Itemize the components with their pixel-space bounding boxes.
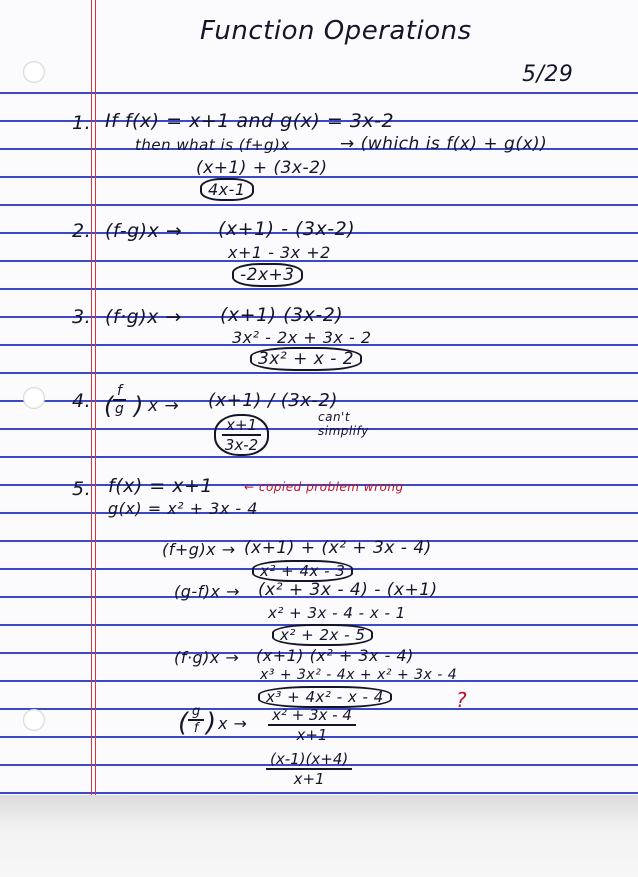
problem-5-quot-setup-numerator: g [188,704,204,721]
problem-5-number: 5. [72,478,92,500]
page-date: 5/29 [522,62,574,87]
problem-3-answer: 3x² + x - 2 [250,347,362,371]
problem-5-quot-numerator-2: (x-1)(x+4) [266,750,352,770]
problem-1-work: (x+1) + (3x-2) [196,158,328,178]
problem-3-step-2: 3x² - 2x + 3x - 2 [232,328,372,347]
problem-5-quot-setup-tail: x → [218,714,248,733]
page-title: Function Operations [200,16,472,46]
problem-5-f-definition: f(x) = x+1 [108,475,214,497]
problem-3-setup: (f·g)x → [105,306,182,328]
problem-2-step-2: x+1 - 3x +2 [228,243,331,262]
punch-hole-bottom [23,709,45,731]
problem-5-quot-denominator-2: x+1 [293,770,325,788]
punch-hole-middle [23,387,45,409]
problem-3-number: 3. [72,306,92,328]
margin-line-left [91,0,92,795]
problem-4-setup-tail: x → [148,396,180,416]
problem-4-answer-denominator: 3x-2 [224,436,259,454]
problem-5-prod-step-1: (x+1) (x² + 3x - 4) [256,646,414,665]
problem-1-answer: 4x-1 [200,178,254,201]
punch-hole-top [23,61,45,83]
problem-5-diff-setup: (g-f)x → [174,582,241,601]
problem-5-quot-fraction-1 [268,706,356,744]
problem-5-prod-setup: (f·g)x → [174,648,240,667]
problem-5-sum-step: (x+1) + (x² + 3x - 4) [244,538,432,558]
problem-5-diff-step-1: (x² + 3x - 4) - (x+1) [258,580,438,600]
problem-2-setup: (f-g)x → [105,220,183,242]
problem-1-note: → (which is f(x) + g(x)) [340,134,548,154]
problem-4-answer-numerator: x+1 [222,416,261,436]
problem-5-g-definition: g(x) = x² + 3x - 4 [108,499,258,518]
problem-5-quot-setup-denominator: f [193,721,199,736]
problem-4-close-paren: ) [134,392,144,420]
problem-5-diff-step-2: x² + 3x - 4 - x - 1 [268,604,406,622]
problem-5-prod-answer: x³ + 4x² - x - 4 [258,686,392,708]
problem-2-answer: -2x+3 [232,263,303,287]
problem-2-number: 2. [72,220,92,242]
margin-line-right [95,0,96,795]
problem-4-step-1: (x+1) / (3x-2) [208,390,338,411]
problem-4-answer [214,414,269,456]
problem-1-question: then what is (f+g)x [135,136,290,154]
problem-5-prod-step-2: x³ + 3x² - 4x + x² + 3x - 4 [260,667,458,683]
problem-5-quot-numerator-1: x² + 3x - 4 [268,706,356,726]
problem-4-setup-fraction [113,383,126,417]
problem-5-quot-fraction-2 [266,750,352,788]
problem-5-quot-denominator-1: x+1 [296,726,328,744]
problem-4-setup-denominator: g [115,401,124,417]
problem-4-setup-numerator: f [113,383,126,401]
problem-5-question-mark: ? [456,688,468,712]
problem-5-sum-answer: x² + 4x - 3 [252,560,353,582]
problem-1-number: 1. [72,112,92,134]
problem-1-given: If f(x) = x+1 and g(x) = 3x-2 [105,110,395,132]
problem-4-number: 4. [72,390,92,412]
scanner-bed-edge [0,795,638,877]
problem-5-diff-answer: x² + 2x - 5 [272,624,373,646]
problem-2-step-1: (x+1) - (3x-2) [218,218,356,240]
problem-5-side-note: ← copied problem wrong [244,480,404,494]
problem-5-quot-close-paren: ) [206,708,217,738]
problem-5-quot-setup-fraction [188,704,204,736]
problem-4-open-paren: ( [104,392,114,420]
problem-3-step-1: (x+1) (3x-2) [220,304,344,326]
problem-5-sum-setup: (f+g)x → [162,540,236,559]
problem-4-note: can't simplify [318,410,369,438]
problem-5-quot-open-paren: ( [178,708,189,738]
